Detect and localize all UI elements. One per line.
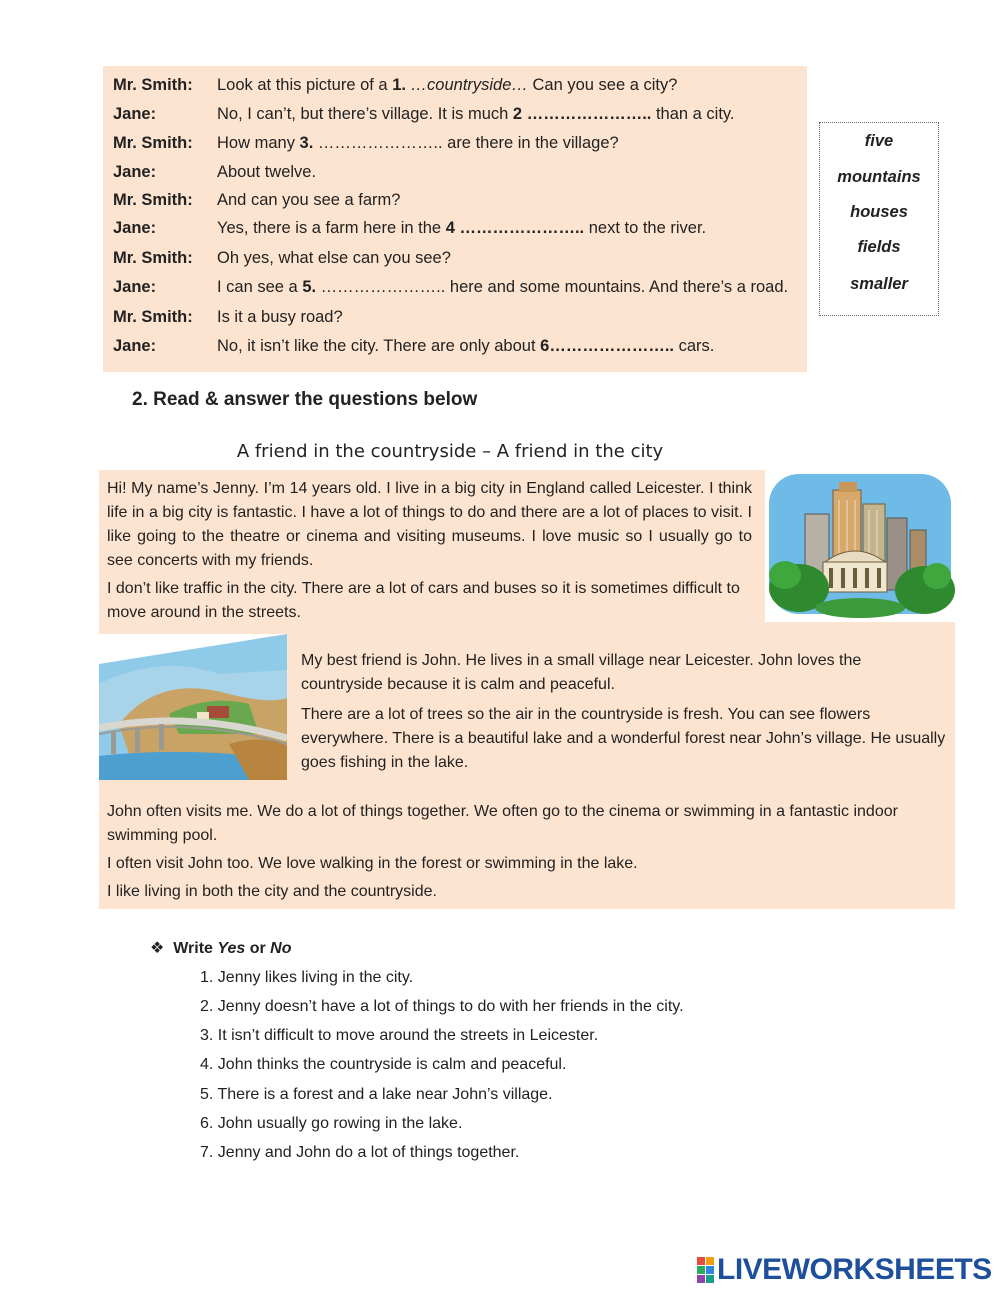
countryside-illustration — [99, 634, 287, 780]
speaker: Mr. Smith: — [113, 249, 193, 267]
line-text: How many 3. ………………….. are there in the village? — [217, 134, 619, 152]
question-item: 7. Jenny and John do a lot of things together. — [200, 1144, 520, 1161]
question-item: 6. John usually go rowing in the lake. — [200, 1115, 463, 1132]
speaker: Jane: — [113, 278, 157, 296]
answer-blank-5[interactable]: ………………….. — [316, 278, 450, 296]
line-text: Is it a busy road? — [217, 308, 343, 326]
word-bank-item[interactable]: five — [864, 132, 894, 150]
speaker: Mr. Smith: — [113, 76, 193, 94]
speaker: Mr. Smith: — [113, 191, 193, 209]
speaker: Mr. Smith: — [113, 134, 193, 152]
answer-blank-6[interactable]: ………………….. — [549, 337, 679, 355]
line-text: Yes, there is a farm here in the 4 ………………….. next to the river. — [217, 219, 707, 237]
speaker: Jane: — [113, 337, 157, 355]
paragraph: I like living in both the city and the countryside. — [107, 883, 437, 900]
question-item: 4. John thinks the countryside is calm and peaceful. — [200, 1056, 567, 1073]
paragraph: Hi! My name’s Jenny. I’m 14 years old. I live in a big city in England called Leicester. I think life in a big city is fantastic. I have a lot of things to do and there are a lot of places to visit. I like going to the theatre or cinema and visiting museums. I love music so I usually go to see concerts with my friends. — [107, 480, 752, 569]
paragraph: My best friend is John. He lives in a small village near Leicester. John loves the countryside because it is calm and peaceful. — [301, 652, 862, 693]
paragraph: There are a lot of trees so the air in the countryside is fresh. You can see flowers everywhere. There is a beautiful lake and a wonderful forest near John’s village. He usually goes fishing in the lake. — [301, 706, 946, 771]
line-text: No, I can’t, but there’s village. It is much 2 ………………….. than a city. — [217, 105, 735, 123]
speaker: Jane: — [113, 105, 157, 123]
paragraph: I don’t like traffic in the city. There are a lot of cars and buses so it is sometimes difficult to move around in the streets. — [107, 580, 740, 621]
section-title: 2. Read & answer the questions below — [132, 389, 478, 410]
paragraph: I often visit John too. We love walking in the forest or swimming in the lake. — [107, 855, 638, 872]
word-bank-item[interactable]: smaller — [850, 275, 908, 293]
line-text: I can see a 5. ………………….. here and some mountains. And there’s a road. — [217, 278, 789, 296]
line-text: About twelve. — [217, 163, 317, 181]
dialogue-panel — [103, 66, 807, 372]
word-bank-item[interactable]: mountains — [837, 168, 921, 186]
question-item: 3. It isn’t difficult to move around the streets in Leicester. — [200, 1027, 599, 1044]
speaker: Mr. Smith: — [113, 308, 193, 326]
answer-blank-4[interactable]: ………………….. — [454, 219, 589, 237]
story-title: A friend in the countryside – A friend in the city — [236, 441, 664, 462]
line-text: And can you see a farm? — [217, 191, 401, 209]
speaker: Jane: — [113, 163, 157, 181]
city-illustration — [765, 470, 955, 622]
question-item: 2. Jenny doesn’t have a lot of things to do with her friends in the city. — [200, 998, 684, 1015]
word-bank-item[interactable]: fields — [857, 238, 901, 256]
logo-mark-icon — [697, 1257, 714, 1283]
questions-heading: ❖ Write Yes or No — [150, 940, 292, 957]
question-item: 5. There is a forest and a lake near John’s village. — [200, 1086, 553, 1103]
line-text: Look at this picture of a 1. …countryside… Can you see a city? — [217, 76, 678, 94]
answer-blank-3[interactable]: ………………….. — [313, 134, 448, 152]
word-bank — [819, 122, 939, 316]
speaker: Jane: — [113, 219, 157, 237]
paragraph: John often visits me. We do a lot of things together. We often go to the cinema or swimming in a fantastic indoor swimming pool. — [107, 803, 898, 844]
line-text: Oh yes, what else can you see? — [217, 249, 451, 267]
word-bank-item[interactable]: houses — [850, 203, 908, 221]
liveworksheets-logo — [697, 1252, 992, 1288]
line-text: No, it isn’t like the city. There are only about 6………………….. cars. — [217, 337, 715, 355]
reading-panel-joint — [765, 622, 955, 634]
question-item: 1. Jenny likes living in the city. — [200, 969, 414, 986]
diamond-bullet-icon: ❖ — [150, 940, 165, 957]
answer-blank-2[interactable]: ………………….. — [522, 105, 656, 123]
logo-text: LIVEWORKSHEETS — [717, 1253, 992, 1286]
